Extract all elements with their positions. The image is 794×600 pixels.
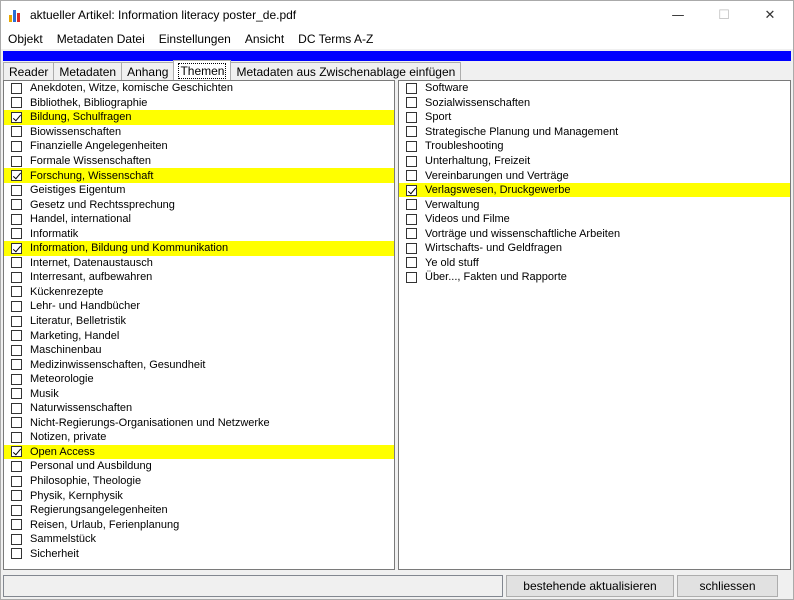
- topic-label: Maschinenbau: [30, 344, 102, 357]
- checkbox[interactable]: [11, 97, 22, 108]
- topic-label: Sammelstück: [30, 533, 97, 546]
- topic-label: Marketing, Handel: [30, 329, 120, 342]
- topic-row[interactable]: [4, 81, 394, 96]
- checkbox[interactable]: [11, 359, 22, 370]
- checkbox[interactable]: [11, 170, 22, 181]
- checkbox[interactable]: [11, 257, 22, 268]
- topic-row[interactable]: [4, 517, 394, 532]
- tab-label: Reader: [9, 64, 49, 79]
- checkbox[interactable]: [406, 141, 417, 152]
- checkbox[interactable]: [11, 476, 22, 487]
- topic-row[interactable]: [4, 299, 394, 314]
- tab-label: Themen: [180, 63, 225, 78]
- topic-row[interactable]: [4, 343, 394, 358]
- checkbox[interactable]: [11, 446, 22, 457]
- bar-chart-app-icon: [9, 8, 23, 22]
- topic-label: Bildung, Schulfragen: [30, 111, 132, 124]
- topic-label: Sicherheit: [30, 547, 79, 560]
- topic-row[interactable]: [399, 183, 790, 198]
- topic-label: Sozialwissenschaften: [425, 96, 531, 109]
- checkbox[interactable]: [11, 403, 22, 414]
- checkbox[interactable]: [11, 243, 22, 254]
- topic-label: Regierungsangelegenheiten: [30, 504, 168, 517]
- topic-label: Lehr- und Handbücher: [30, 300, 141, 313]
- topic-label: Personal und Ausbildung: [30, 460, 152, 473]
- topic-list-left[interactable]: [3, 80, 395, 570]
- tab-metadaten[interactable]: [53, 62, 122, 80]
- checkbox[interactable]: [11, 388, 22, 399]
- topic-row[interactable]: [399, 125, 790, 140]
- topic-label: Über..., Fakten und Rapporte: [425, 271, 567, 284]
- topic-row[interactable]: [4, 328, 394, 343]
- topic-row[interactable]: [4, 270, 394, 285]
- topic-row[interactable]: [4, 547, 394, 562]
- topic-label: Software: [425, 82, 469, 95]
- tab-label: Anhang: [127, 64, 169, 79]
- menu-metadaten-datei[interactable]: Metadaten Datei: [56, 32, 145, 46]
- topic-row[interactable]: [4, 139, 394, 154]
- checkbox[interactable]: [406, 112, 417, 123]
- topic-label: Sport: [425, 111, 452, 124]
- close-button[interactable]: schliessen: [677, 575, 778, 597]
- title-bar[interactable]: [1, 1, 793, 29]
- checkbox[interactable]: [406, 272, 417, 283]
- checkbox[interactable]: [11, 214, 22, 225]
- checkbox[interactable]: [11, 519, 22, 530]
- topic-row[interactable]: [4, 183, 394, 198]
- topic-label: Kückenrezepte: [30, 285, 104, 298]
- topic-label: Handel, international: [30, 213, 131, 226]
- close-window-button[interactable]: ✕: [764, 7, 776, 23]
- topic-row[interactable]: [4, 488, 394, 503]
- topic-row[interactable]: [4, 241, 394, 256]
- topic-label: Troubleshooting: [425, 140, 504, 153]
- topic-label: Strategische Planung und Management: [425, 125, 619, 138]
- topic-label: Videos und Filme: [425, 213, 510, 226]
- topic-row[interactable]: [399, 270, 790, 285]
- checkbox[interactable]: [11, 461, 22, 472]
- checkbox[interactable]: [406, 97, 417, 108]
- topic-row[interactable]: [4, 125, 394, 140]
- topic-label: Ye old stuff: [425, 256, 479, 269]
- topic-label: Informatik: [30, 227, 79, 240]
- topic-row[interactable]: [4, 445, 394, 460]
- checkbox[interactable]: [406, 185, 417, 196]
- topic-list-right[interactable]: [398, 80, 791, 570]
- topic-row[interactable]: [4, 285, 394, 300]
- topic-label: Naturwissenschaften: [30, 402, 133, 415]
- topic-row[interactable]: [399, 154, 790, 169]
- checkbox[interactable]: [11, 330, 22, 341]
- topic-label: Literatur, Belletristik: [30, 315, 126, 328]
- topic-label: Open Access: [30, 445, 95, 458]
- tab-anhang[interactable]: [121, 62, 174, 80]
- topic-row[interactable]: [4, 357, 394, 372]
- topic-label: Nicht-Regierungs-Organisationen und Netzwerke: [30, 416, 270, 429]
- topic-label: Vereinbarungen und Verträge: [425, 169, 569, 182]
- topic-label: Formale Wissenschaften: [30, 155, 152, 167]
- checkbox[interactable]: [11, 83, 22, 94]
- checkbox[interactable]: [11, 126, 22, 137]
- topic-label: Internet, Datenaustausch: [30, 256, 153, 269]
- topic-label: Philosophie, Theologie: [30, 475, 142, 488]
- window-title: aktueller Artikel: Information literacy poster_de.pdf: [30, 8, 297, 22]
- checkbox[interactable]: [11, 432, 22, 443]
- checkbox[interactable]: [11, 141, 22, 152]
- checkbox[interactable]: [406, 126, 417, 137]
- checkbox[interactable]: [11, 534, 22, 545]
- footer-bar: [3, 574, 791, 598]
- tab-metadaten-zwischenablage[interactable]: [230, 62, 461, 80]
- checkbox[interactable]: [406, 214, 417, 225]
- minimize-button[interactable]: —: [671, 7, 685, 23]
- accent-bar: [3, 51, 791, 61]
- topic-label: Medizinwissenschaften, Gesundheit: [30, 358, 206, 371]
- topic-row[interactable]: [399, 139, 790, 154]
- checkbox[interactable]: [11, 417, 22, 428]
- topic-row[interactable]: [399, 256, 790, 271]
- checkbox[interactable]: [11, 548, 22, 559]
- topic-label: Meteorologie: [30, 373, 94, 386]
- topic-row[interactable]: [4, 96, 394, 111]
- topic-label: Unterhaltung, Freizeit: [425, 155, 531, 167]
- checkbox[interactable]: [11, 301, 22, 312]
- topic-row[interactable]: [4, 401, 394, 416]
- checkbox[interactable]: [11, 490, 22, 501]
- topic-row[interactable]: [399, 212, 790, 227]
- tab-label: Metadaten: [59, 64, 117, 79]
- topic-label: Forschung, Wissenschaft: [30, 169, 154, 182]
- topic-row[interactable]: [399, 241, 790, 256]
- topic-label: Gesetz und Rechtssprechung: [30, 198, 175, 211]
- topic-row[interactable]: [4, 197, 394, 212]
- topic-label: Biowissenschaften: [30, 125, 122, 138]
- menu-dc-terms[interactable]: DC Terms A-Z: [298, 32, 374, 46]
- topic-row[interactable]: [399, 96, 790, 111]
- topic-label: Anekdoten, Witze, komische Geschichten: [30, 82, 233, 95]
- topic-label: Finanzielle Angelegenheiten: [30, 140, 168, 153]
- checkbox[interactable]: [11, 505, 22, 516]
- checkbox[interactable]: [11, 316, 22, 327]
- topic-row[interactable]: [4, 212, 394, 227]
- update-existing-button[interactable]: bestehende aktualisieren: [506, 575, 674, 597]
- checkbox[interactable]: [406, 228, 417, 239]
- maximize-button[interactable]: ☐: [718, 7, 730, 23]
- topic-row[interactable]: [4, 314, 394, 329]
- checkbox[interactable]: [406, 257, 417, 268]
- topic-row[interactable]: [399, 81, 790, 96]
- topic-row[interactable]: [4, 386, 394, 401]
- topic-label: Interresant, aufbewahren: [30, 271, 153, 284]
- topic-label: Reisen, Urlaub, Ferienplanung: [30, 518, 180, 531]
- menu-objekt[interactable]: Objekt: [8, 32, 43, 46]
- tab-reader[interactable]: [3, 62, 54, 80]
- topic-label: Physik, Kernphysik: [30, 489, 123, 502]
- topic-label: Verlagswesen, Druckgewerbe: [425, 184, 571, 197]
- topic-row[interactable]: [4, 226, 394, 241]
- topic-row[interactable]: [4, 154, 394, 169]
- menu-ansicht[interactable]: Ansicht: [244, 32, 285, 46]
- tab-themen[interactable]: [173, 60, 231, 80]
- menu-einstellungen[interactable]: Einstellungen: [158, 32, 231, 46]
- topic-row[interactable]: [399, 110, 790, 125]
- topic-label: Notizen, private: [30, 431, 107, 444]
- checkbox[interactable]: [11, 156, 22, 167]
- tab-strip: [3, 62, 460, 80]
- topic-row[interactable]: [4, 474, 394, 489]
- topic-row[interactable]: [399, 168, 790, 183]
- topic-row[interactable]: [4, 168, 394, 183]
- checkbox[interactable]: [11, 112, 22, 123]
- checkbox[interactable]: [11, 228, 22, 239]
- topic-label: Vorträge und wissenschaftliche Arbeiten: [425, 227, 621, 240]
- checkbox[interactable]: [406, 199, 417, 210]
- topic-row[interactable]: [399, 197, 790, 212]
- checkbox[interactable]: [11, 345, 22, 356]
- topic-row[interactable]: [4, 416, 394, 431]
- topic-row[interactable]: [4, 372, 394, 387]
- tab-label: Metadaten aus Zwischenablage einfügen: [236, 64, 456, 79]
- checkbox[interactable]: [406, 83, 417, 94]
- topic-row[interactable]: [4, 459, 394, 474]
- checkbox[interactable]: [11, 272, 22, 283]
- checkbox[interactable]: [406, 170, 417, 181]
- checkbox[interactable]: [11, 374, 22, 385]
- checkbox[interactable]: [11, 286, 22, 297]
- checkbox[interactable]: [406, 243, 417, 254]
- topic-row[interactable]: [4, 503, 394, 518]
- status-field: [3, 575, 503, 597]
- topic-row[interactable]: [399, 226, 790, 241]
- topic-label: Musik: [30, 387, 59, 400]
- topic-label: Wirtschafts- und Geldfragen: [425, 242, 562, 255]
- topic-label: Verwaltung: [425, 198, 480, 211]
- menu-bar: [1, 29, 793, 49]
- checkbox[interactable]: [11, 185, 22, 196]
- topic-row[interactable]: [4, 256, 394, 271]
- topic-label: Information, Bildung und Kommunikation: [30, 242, 229, 255]
- topic-row[interactable]: [4, 110, 394, 125]
- topic-label: Bibliothek, Bibliographie: [30, 96, 148, 109]
- topic-row[interactable]: [4, 430, 394, 445]
- window-controls: [655, 1, 793, 29]
- topic-row[interactable]: [4, 532, 394, 547]
- checkbox[interactable]: [406, 156, 417, 167]
- topic-label: Geistiges Eigentum: [30, 184, 126, 197]
- checkbox[interactable]: [11, 199, 22, 210]
